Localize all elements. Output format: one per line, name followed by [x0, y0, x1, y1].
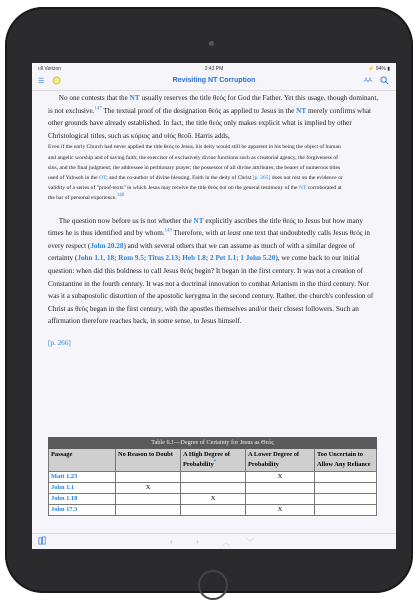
- link-nt[interactable]: NT: [193, 216, 204, 225]
- status-bar: [32, 63, 396, 74]
- column-header: A Lower Degree of Probability: [246, 449, 315, 472]
- bottom-toolbar: [32, 533, 396, 549]
- column-header: No Reason to Doubt: [116, 449, 181, 472]
- footnote-149[interactable]: 149: [164, 228, 172, 234]
- column-header: Passage: [49, 449, 116, 472]
- table-cell: [315, 494, 377, 505]
- font-size-button[interactable]: AA: [363, 78, 372, 84]
- chevron-right-icon[interactable]: ›: [196, 537, 199, 546]
- paragraph-1: No one contests that the NT usually reserves the title θεός for God the Father. Yet this usage, though dominant, is not exclusive.$^{147}$ The textual proof of the designation θεός as applied to Jesus in the NT merely confirms what other grounds have already established. In fact, the title θεός only makes explicit what is implied by other Christological titles, such as κύριος and υἱὸς θεοῦ. Harris adds,: [48, 94, 379, 140]
- library-icon[interactable]: [38, 536, 47, 547]
- menu-icon[interactable]: ☰: [38, 78, 45, 85]
- search-icon[interactable]: [380, 76, 389, 87]
- table-cell: [246, 494, 315, 505]
- table-row: [49, 505, 377, 516]
- camera: [209, 41, 214, 46]
- passage-link[interactable]: John 17.3: [49, 505, 116, 516]
- link-nt[interactable]: NT: [298, 185, 307, 192]
- paragraph-2: The question now before us is not whether the NT explicitly ascribes the title θεός to Jesus but how many times he is thus identified and by whom.$^{149}$ Therefore, with at least one text that undoubtedly calls Jesus θεός in every respect (John 20.28) and with several others that we can assume as much of with a similar degree of certainty (John 1.1, 18; Rom 9.5; Titus 2.13; Heb 1.8; 2 Pet 1.1; 1 John 5.20), we come back to our initial question: when did this boldness to call Jesus θεός begin? It began in the first century. It was not a creation of Constantine in the fourth century. It was not a doctrinal innovation to combat Arianism in the third century. Nor was it a subapostolic distortion of the apostolic kerygma in the second century. Rather, the church's confession of Christ as θεός began in the first century, with the apostles themselves and/or their closest followers. Such an affirmation therefore reaches back, in some sense, to Jesus himself.: [48, 216, 374, 326]
- chevron-up-icon[interactable]: ︿: [222, 538, 230, 547]
- chevron-down-icon[interactable]: ﹀: [246, 538, 254, 547]
- table-row: [49, 472, 377, 483]
- table-cell: X: [246, 505, 315, 516]
- certainty-table: [48, 437, 377, 516]
- column-header: Too Uncertain to Allow Any Reliance: [315, 449, 377, 472]
- passage-link[interactable]: John 1.1: [49, 483, 116, 494]
- passage-link[interactable]: Matt 1.23: [49, 472, 116, 483]
- footnote-148[interactable]: 148: [116, 193, 125, 199]
- page-reference[interactable]: [p. 266]: [48, 338, 71, 347]
- link-ot[interactable]: OT: [98, 174, 107, 181]
- table-cell: [116, 505, 181, 516]
- table-cell: [246, 483, 315, 494]
- column-header: A High Degree of Probability*: [181, 449, 246, 472]
- table-cell: [181, 472, 246, 483]
- table-cell: X: [246, 472, 315, 483]
- table-caption: Table 6.1—Degree of Certainty for Jesus as Θεός: [49, 438, 377, 449]
- carrier-label: ııll Verizon: [38, 66, 62, 72]
- table-cell: X: [116, 483, 181, 494]
- table-cell: X: [181, 494, 246, 505]
- table-cell: [315, 505, 377, 516]
- table-row: [49, 483, 377, 494]
- scripture-link[interactable]: John 20.28: [90, 241, 124, 250]
- table-cell: [116, 494, 181, 505]
- chevron-left-icon[interactable]: ‹: [170, 537, 173, 546]
- page-reference[interactable]: [p. 265]: [252, 174, 271, 181]
- table-cell: [116, 472, 181, 483]
- table-cell: [181, 505, 246, 516]
- screen: [32, 63, 396, 549]
- table-row: [49, 494, 377, 505]
- book-title: Revisiting NT Corruption: [172, 77, 256, 84]
- battery-indicator: ⚡ 94% ▮: [368, 66, 390, 72]
- scripture-links[interactable]: John 1.1, 18; Rom 9.5; Titus 2.13; Heb 1.8; 2 Pet 1.1; 1 John 5.20: [77, 254, 276, 263]
- home-button[interactable]: [198, 570, 228, 600]
- nav-bar: [32, 74, 396, 91]
- clock: 2:43 PM: [204, 66, 224, 72]
- block-quote: Even if the early Church had never applied the title θεός to Jesus, his deity would still be apparent in his being the object of human and angelic worship and of saving faith; the exerciser of exclusively divine functions such as creatorial agency, the forgiveness of sins, and the final judgment; the addressee in petitionary prayer; the possessor of all divine attributes; the bearer of numerous titles used of Yahweh in the OT; and the co-author of divine blessing. Faith in the deity of Christ [p. 265] does not rest on the evidence or validity of a series of "proof-texts" in which Jesus may receive the title θεός but on the general testimony of the NT corroborated at the bar of personal experience.148: [48, 144, 343, 202]
- tablet-frame: [5, 7, 413, 593]
- reading-content: [48, 92, 380, 350]
- table-cell: [181, 483, 246, 494]
- battery-percent: 94%: [375, 66, 386, 72]
- passage-link[interactable]: John 1.18: [49, 494, 116, 505]
- table-cell: [315, 472, 377, 483]
- link-nt[interactable]: NT: [129, 94, 140, 102]
- footnote-147[interactable]: 147: [94, 106, 102, 112]
- table-footnote[interactable]: *: [213, 459, 217, 465]
- link-nt[interactable]: NT: [296, 106, 307, 115]
- table-cell: [315, 483, 377, 494]
